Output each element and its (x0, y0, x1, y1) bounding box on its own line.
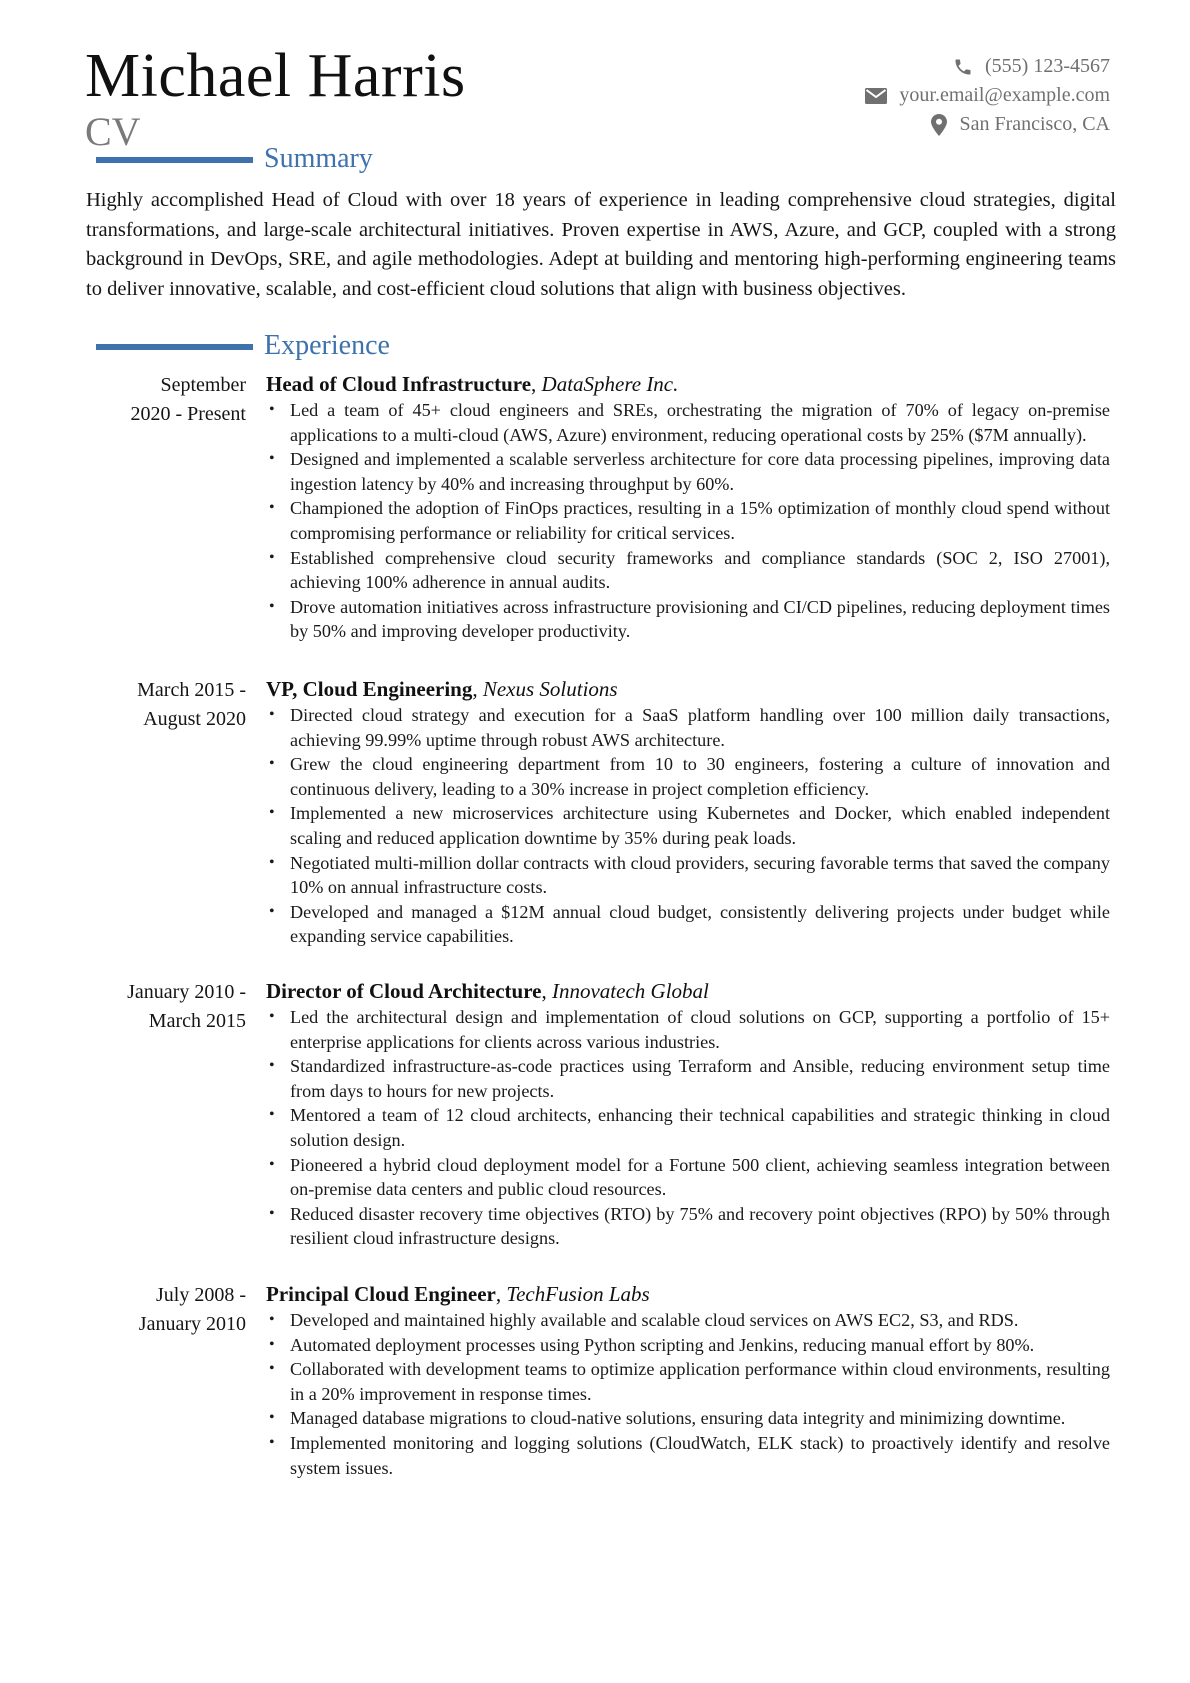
entry-date (86, 1281, 246, 1339)
achievement-list (266, 398, 1116, 644)
achievement-list (266, 1308, 1116, 1480)
entry-body (266, 978, 1116, 1251)
candidate-name: Michael Harris (85, 42, 466, 110)
achievement-item: • Automated deployment processes using Python scripting and Jenkins, reducing manual effort by 80%. (266, 1333, 1110, 1358)
achievement-item: • Led the architectural design and implementation of cloud solutions on GCP, supporting a portfolio of 15+ enterprise applications for clients across various industries. (266, 1005, 1110, 1054)
achievement-list (266, 703, 1116, 949)
entry-date (86, 371, 246, 429)
phone-icon (953, 57, 973, 77)
achievement-item: • Implemented a new microservices architecture using Kubernetes and Docker, which enabled independent scaling and reduced application downtime by 35% during peak loads. (266, 801, 1110, 850)
achievement-item: • Managed database migrations to cloud-native solutions, ensuring data integrity and minimizing downtime. (266, 1406, 1110, 1431)
company-name: Innovatech Global (551, 979, 709, 1003)
entry-date (86, 978, 246, 1036)
achievement-item: • Developed and managed a $12M annual cloud budget, consistently delivering projects under budget while expanding service capabilities. (266, 900, 1110, 949)
achievement-item: • Negotiated multi-million dollar contracts with cloud providers, securing favorable terms that saved the company 10% on annual infrastructure costs. (266, 851, 1110, 900)
section-divider-bar (96, 157, 253, 163)
entry-date (86, 676, 246, 734)
entry-date-start: July 2008 - (156, 1284, 246, 1306)
email-address[interactable]: your.email@example.com (899, 84, 1110, 106)
section-divider-bar (96, 344, 253, 350)
achievement-item: • Standardized infrastructure-as-code practices using Terraform and Ansible, reducing environment setup time from days to hours for new projects. (266, 1054, 1110, 1103)
entry-title: Principal Cloud Engineer, TechFusion Labs (266, 1282, 650, 1306)
summary-heading: Summary (264, 143, 373, 174)
entry-date-end: 2020 - Present (130, 403, 246, 425)
job-role: VP, Cloud Engineering (266, 677, 473, 701)
entry-date-start: September (160, 374, 246, 396)
phone-number[interactable]: (555) 123-4567 (985, 55, 1110, 77)
entry-date-end: March 2015 (148, 1010, 246, 1032)
envelope-icon (865, 88, 887, 104)
achievement-item: • Pioneered a hybrid cloud deployment model for a Fortune 500 client, achieving seamless integration between on-premise data centers and public cloud resources. (266, 1153, 1110, 1202)
summary-text: Highly accomplished Head of Cloud with over 18 years of experience in leading comprehensive cloud strategies, digital transformations, and large-scale architectural initiatives. Proven expertise in AWS, Azure, and GCP, coupled with a strong background in DevOps, SRE, and agile methodologies. Adept at building and mentoring high-performing engineering teams to deliver innovative, scalable, and cost-efficient cloud solutions that align with business objectives. (86, 189, 1116, 300)
experience-section-header (96, 330, 390, 362)
entry-body (266, 676, 1116, 949)
achievement-item: • Drove automation initiatives across infrastructure provisioning and CI/CD pipelines, reducing deployment times by 50% and improving developer productivity. (266, 595, 1110, 644)
entry-body (266, 1281, 1116, 1480)
contact-block (865, 52, 1110, 139)
achievement-item: • Led a team of 45+ cloud engineers and SREs, orchestrating the migration of 70% of legacy on-premise applications to a multi-cloud (AWS, Azure) environment, reducing operational costs by 25% ($7M annually). (266, 398, 1110, 447)
entry-date-end: January 2010 (138, 1313, 246, 1335)
achievement-item: • Championed the adoption of FinOps practices, resulting in a 15% optimization of monthly cloud spend without compromising performance or reliability for critical services. (266, 496, 1110, 545)
achievement-item: • Directed cloud strategy and execution for a SaaS platform handling over 100 million daily transactions, achieving 99.99% uptime through robust AWS architecture. (266, 703, 1110, 752)
achievement-item: • Implemented monitoring and logging solutions (CloudWatch, ELK stack) to proactively identify and resolve system issues. (266, 1431, 1110, 1480)
company-name: TechFusion Labs (506, 1282, 650, 1306)
contact-email (865, 81, 1110, 110)
entry-date-start: March 2015 - (137, 679, 246, 701)
achievement-list (266, 1005, 1116, 1251)
entry-date-end: August 2020 (143, 708, 246, 730)
achievement-item: • Developed and maintained highly available and scalable cloud services on AWS EC2, S3, and RDS. (266, 1308, 1110, 1333)
experience-heading: Experience (264, 330, 390, 361)
achievement-item: • Designed and implemented a scalable serverless architecture for core data processing pipelines, improving data ingestion latency by 40% and increasing throughput by 60%. (266, 447, 1110, 496)
entry-date-start: January 2010 - (127, 981, 246, 1003)
summary-section-header (96, 143, 373, 175)
achievement-item: • Grew the cloud engineering department from 10 to 30 engineers, fostering a culture of innovation and continuous delivery, leading to a 30% increase in project completion efficiency. (266, 752, 1110, 801)
entry-body (266, 371, 1116, 644)
achievement-item: • Mentored a team of 12 cloud architects, enhancing their technical capabilities and strategic thinking in cloud solution design. (266, 1103, 1110, 1152)
company-name: DataSphere Inc. (541, 372, 679, 396)
job-role: Principal Cloud Engineer (266, 1282, 496, 1306)
location-text: San Francisco, CA (959, 113, 1110, 135)
job-role: Director of Cloud Architecture (266, 979, 542, 1003)
achievement-item: • Collaborated with development teams to optimize application performance within cloud environments, resulting in a 20% improvement in response times. (266, 1357, 1110, 1406)
achievement-item: • Reduced disaster recovery time objectives (RTO) by 75% and recovery point objectives (RPO) by 50% through resilient cloud infrastructure designs. (266, 1202, 1110, 1251)
map-marker-icon (931, 114, 947, 136)
entry-title: VP, Cloud Engineering, Nexus Solutions (266, 677, 618, 701)
contact-phone (865, 52, 1110, 81)
job-role: Head of Cloud Infrastructure (266, 372, 532, 396)
document-subtitle: CV (85, 109, 141, 154)
contact-location (865, 110, 1110, 139)
achievement-item: • Established comprehensive cloud security frameworks and compliance standards (SOC 2, ISO 27001), achieving 100% adherence in annual audits. (266, 546, 1110, 595)
entry-title: Director of Cloud Architecture, Innovatech Global (266, 979, 709, 1003)
company-name: Nexus Solutions (482, 677, 618, 701)
entry-title: Head of Cloud Infrastructure, DataSphere Inc. (266, 372, 679, 396)
